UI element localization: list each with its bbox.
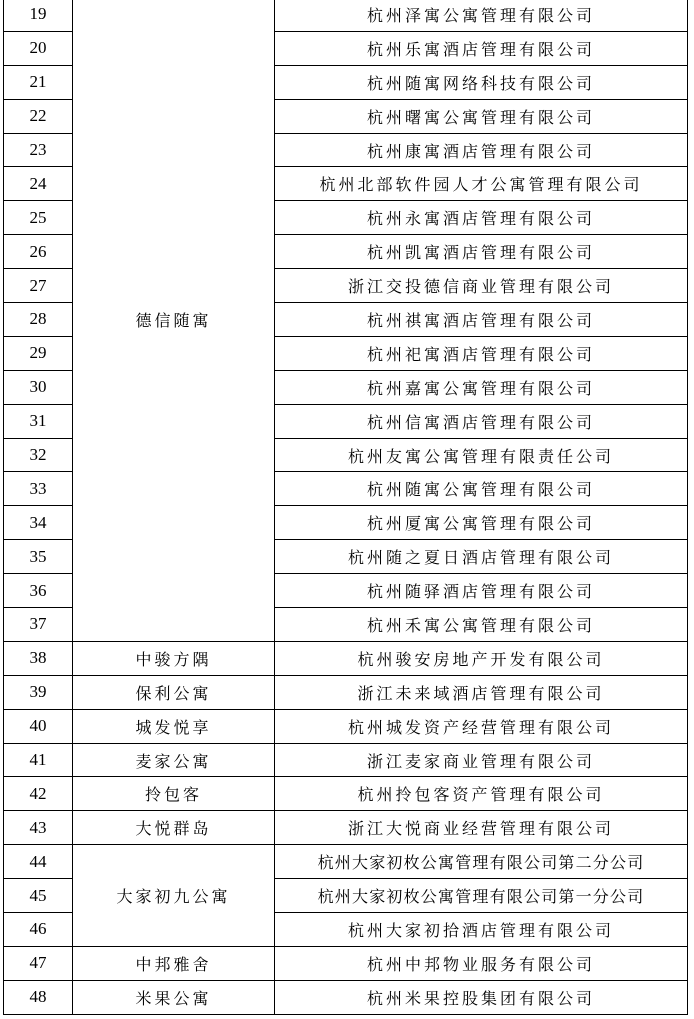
company-name-cell: 杭州信寓酒店管理有限公司 xyxy=(275,404,688,438)
company-name-cell: 杭州骏安房地产开发有限公司 xyxy=(275,641,688,675)
company-name-cell: 杭州祺寓酒店管理有限公司 xyxy=(275,303,688,337)
row-number-cell: 19 xyxy=(4,0,73,31)
company-name-cell: 杭州随寓公寓管理有限公司 xyxy=(275,472,688,506)
company-name-cell: 杭州拎包客资产管理有限公司 xyxy=(275,777,688,811)
enterprise-table xyxy=(3,0,688,1015)
row-number-cell: 28 xyxy=(4,303,73,337)
brand-cell: 保利公寓 xyxy=(73,675,275,709)
table-body xyxy=(4,0,688,1014)
company-name-cell: 杭州大家初枚公寓管理有限公司第二分公司 xyxy=(275,845,688,879)
brand-cell: 大家初九公寓 xyxy=(73,845,275,947)
company-name-cell: 杭州米果控股集团有限公司 xyxy=(275,980,688,1014)
row-number-cell: 26 xyxy=(4,235,73,269)
row-number-cell: 34 xyxy=(4,506,73,540)
brand-cell: 城发悦享 xyxy=(73,709,275,743)
row-number-cell: 41 xyxy=(4,743,73,777)
row-number-cell: 42 xyxy=(4,777,73,811)
row-number-cell: 43 xyxy=(4,811,73,845)
company-name-cell: 杭州大家初拾酒店管理有限公司 xyxy=(275,913,688,947)
row-number-cell: 38 xyxy=(4,641,73,675)
company-name-cell: 杭州中邦物业服务有限公司 xyxy=(275,946,688,980)
table-row xyxy=(4,709,688,743)
company-name-cell: 杭州嘉寓公寓管理有限公司 xyxy=(275,370,688,404)
row-number-cell: 40 xyxy=(4,709,73,743)
company-name-cell: 杭州大家初枚公寓管理有限公司第一分公司 xyxy=(275,879,688,913)
brand-cell: 大悦群岛 xyxy=(73,811,275,845)
row-number-cell: 31 xyxy=(4,404,73,438)
brand-cell: 米果公寓 xyxy=(73,980,275,1014)
company-name-cell: 杭州友寓公寓管理有限责任公司 xyxy=(275,438,688,472)
row-number-cell: 32 xyxy=(4,438,73,472)
company-name-cell: 杭州凯寓酒店管理有限公司 xyxy=(275,235,688,269)
company-name-cell: 浙江大悦商业经营管理有限公司 xyxy=(275,811,688,845)
brand-cell: 拎包客 xyxy=(73,777,275,811)
table-row xyxy=(4,641,688,675)
row-number-cell: 21 xyxy=(4,65,73,99)
company-name-cell: 杭州曙寓公寓管理有限公司 xyxy=(275,99,688,133)
row-number-cell: 46 xyxy=(4,913,73,947)
row-number-cell: 22 xyxy=(4,99,73,133)
row-number-cell: 27 xyxy=(4,269,73,303)
row-number-cell: 29 xyxy=(4,336,73,370)
company-name-cell: 杭州禾寓公寓管理有限公司 xyxy=(275,608,688,642)
company-name-cell: 杭州北部软件园人才公寓管理有限公司 xyxy=(275,167,688,201)
brand-cell: 中骏方隅 xyxy=(73,641,275,675)
company-name-cell: 杭州乐寓酒店管理有限公司 xyxy=(275,31,688,65)
company-name-cell: 杭州泽寓公寓管理有限公司 xyxy=(275,0,688,31)
company-name-cell: 杭州随之夏日酒店管理有限公司 xyxy=(275,540,688,574)
table-row xyxy=(4,980,688,1014)
row-number-cell: 30 xyxy=(4,370,73,404)
brand-cell: 中邦雅舍 xyxy=(73,946,275,980)
table-row xyxy=(4,0,688,31)
row-number-cell: 44 xyxy=(4,845,73,879)
table-row xyxy=(4,946,688,980)
row-number-cell: 25 xyxy=(4,201,73,235)
table-row xyxy=(4,777,688,811)
brand-cell: 麦家公寓 xyxy=(73,743,275,777)
company-name-cell: 浙江未来域酒店管理有限公司 xyxy=(275,675,688,709)
row-number-cell: 24 xyxy=(4,167,73,201)
row-number-cell: 47 xyxy=(4,946,73,980)
row-number-cell: 48 xyxy=(4,980,73,1014)
row-number-cell: 23 xyxy=(4,133,73,167)
table-row xyxy=(4,743,688,777)
company-name-cell: 杭州厦寓公寓管理有限公司 xyxy=(275,506,688,540)
brand-cell: 德信随寓 xyxy=(73,0,275,641)
company-name-cell: 浙江麦家商业管理有限公司 xyxy=(275,743,688,777)
company-name-cell: 杭州康寓酒店管理有限公司 xyxy=(275,133,688,167)
company-name-cell: 杭州永寓酒店管理有限公司 xyxy=(275,201,688,235)
row-number-cell: 20 xyxy=(4,31,73,65)
row-number-cell: 45 xyxy=(4,879,73,913)
company-name-cell: 杭州随驿酒店管理有限公司 xyxy=(275,574,688,608)
table-row xyxy=(4,845,688,879)
row-number-cell: 33 xyxy=(4,472,73,506)
table-row xyxy=(4,811,688,845)
row-number-cell: 39 xyxy=(4,675,73,709)
table-row xyxy=(4,675,688,709)
row-number-cell: 37 xyxy=(4,608,73,642)
company-name-cell: 浙江交投德信商业管理有限公司 xyxy=(275,269,688,303)
company-name-cell: 杭州城发资产经营管理有限公司 xyxy=(275,709,688,743)
company-name-cell: 杭州祀寓酒店管理有限公司 xyxy=(275,336,688,370)
row-number-cell: 35 xyxy=(4,540,73,574)
row-number-cell: 36 xyxy=(4,574,73,608)
company-name-cell: 杭州随寓网络科技有限公司 xyxy=(275,65,688,99)
